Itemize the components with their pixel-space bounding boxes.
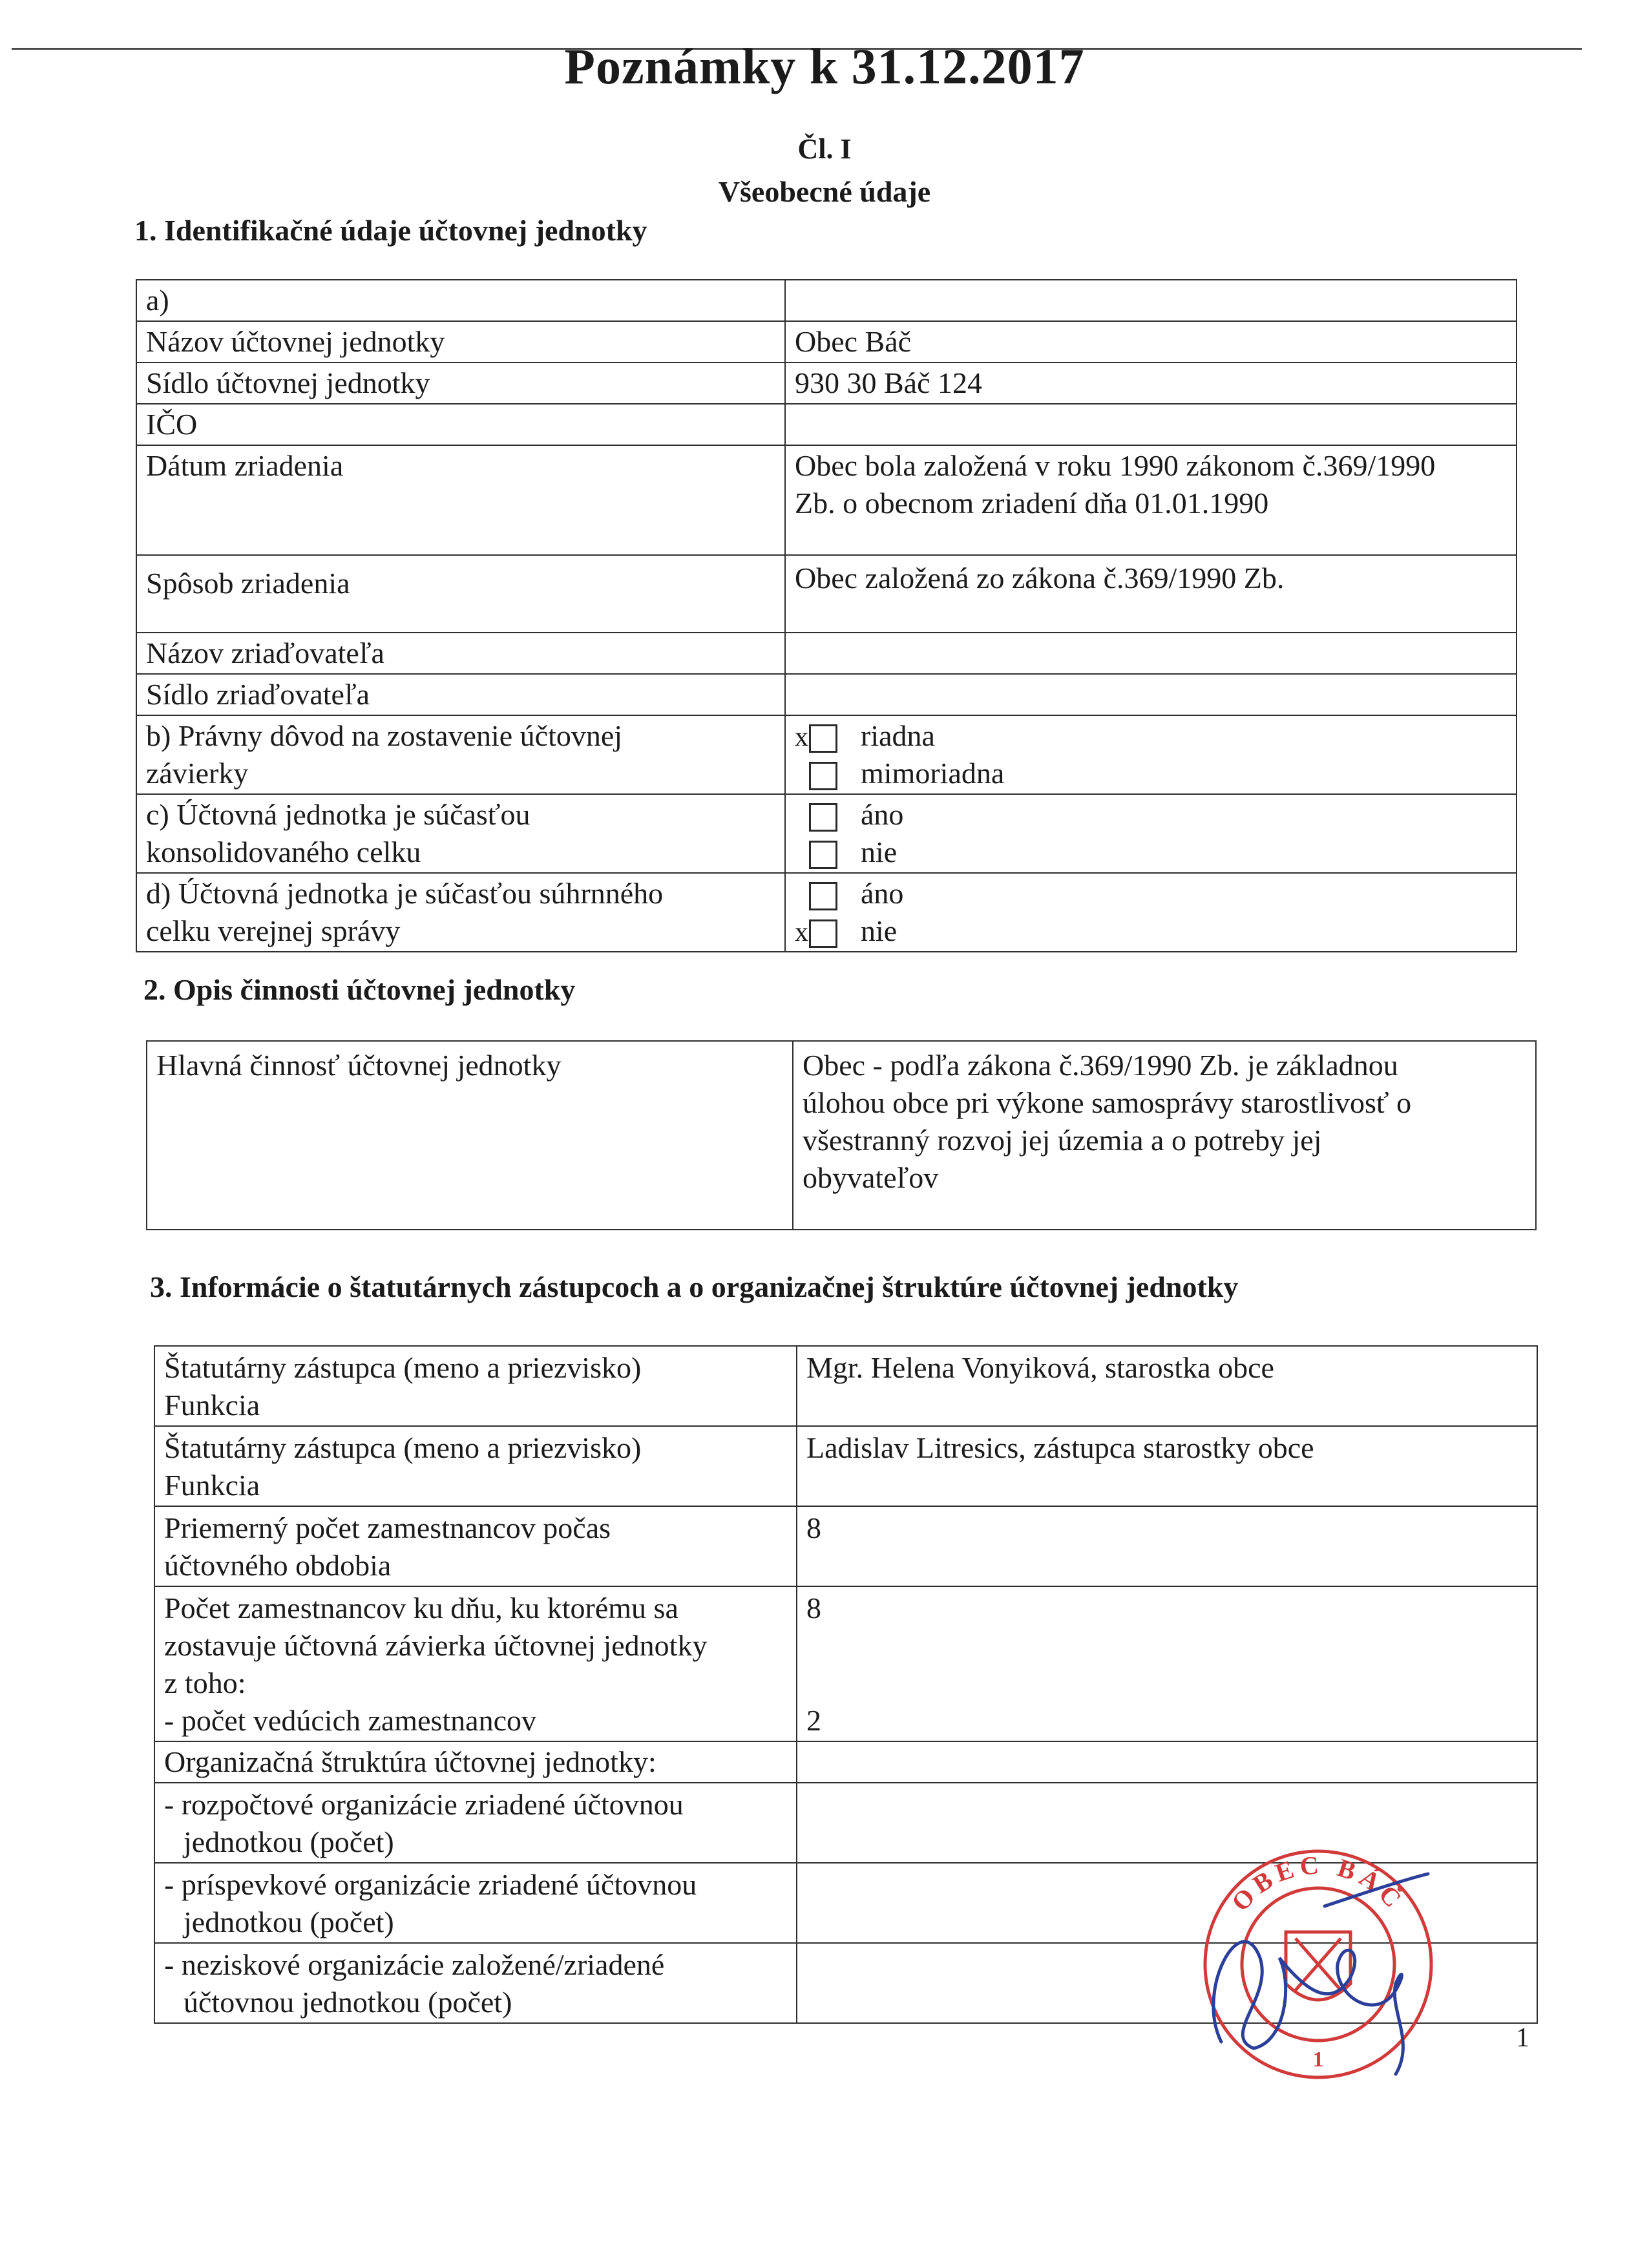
sposob-value: Obec založená zo zákona č.369/1990 Zb.: [785, 555, 1517, 633]
d-label-line2: celku verejnej správy: [146, 914, 401, 947]
stat1-label-line1: Štatutárny zástupca (meno a priezvisko): [164, 1351, 642, 1384]
d-opt2-checkbox[interactable]: [809, 919, 837, 948]
stat2-label-line1: Štatutárny zástupca (meno a priezvisko): [164, 1431, 642, 1464]
c-opt2-checkbox[interactable]: [809, 841, 837, 869]
b-opt1-label: riadna: [861, 719, 935, 752]
nezisk-label-line2: účtovnou jednotkou (počet): [184, 1986, 512, 2019]
ico-value: [785, 404, 1517, 445]
prisp-label-line2: jednotkou (počet): [184, 1906, 394, 1938]
stat2-value: Ladislav Litresics, zástupca starostky obce: [797, 1426, 1537, 1506]
c-opt1-checkbox[interactable]: [809, 803, 837, 832]
stat2-label: [154, 1426, 797, 1506]
nezisk-label: [154, 1943, 797, 2023]
row-a-label: a): [136, 280, 785, 321]
b-opt2-label: mimoriadna: [861, 757, 1005, 790]
stat1-label-line2: Funkcia: [164, 1389, 260, 1422]
b-label-line2: závierky: [146, 757, 249, 790]
d-opt1-label: áno: [861, 877, 904, 910]
d-opt2-check-mark: x: [795, 918, 808, 947]
priem-label: [154, 1506, 797, 1586]
zriadovatel-sidlo-value: [785, 674, 1517, 715]
d-label-line1: d) Účtovná jednotka je súčasťou súhrnného: [146, 877, 664, 910]
activity-table: [146, 1040, 1537, 1230]
nazov-label: Názov účtovnej jednotky: [136, 321, 785, 362]
rozp-label: [154, 1783, 797, 1863]
stamp-text: OBEC BÁČ: [1225, 1850, 1411, 1917]
c-options: [785, 794, 1517, 873]
priem-label-line1: Priemerný počet zamestnancov počas: [164, 1511, 611, 1544]
b-opt2-checkbox[interactable]: [809, 762, 837, 790]
pocet-label: [154, 1586, 797, 1741]
page-title: Poznámky k 31.12.2017: [564, 38, 1085, 94]
zriadovatel-sidlo-label: Sídlo zriaďovateľa: [136, 674, 785, 715]
stat1-label: [154, 1346, 797, 1426]
org-value: [797, 1741, 1537, 1783]
prisp-label: [154, 1863, 797, 1943]
b-label-line1: b) Právny dôvod na zostavenie účtovnej: [146, 719, 623, 752]
priem-label-line2: účtovného obdobia: [164, 1549, 392, 1582]
stat2-label-line2: Funkcia: [164, 1469, 260, 1502]
b-opt1-checkbox[interactable]: [809, 724, 837, 753]
c-label: [136, 794, 785, 873]
activity-value: [793, 1041, 1536, 1230]
activity-value-line2: úlohou obce pri výkone samosprávy starostlivosť o: [803, 1086, 1412, 1119]
c-opt1-label: áno: [861, 798, 904, 831]
ico-label: IČO: [136, 404, 785, 445]
rozp-label-line2: jednotkou (počet): [184, 1825, 394, 1858]
section1-heading: 1. Identifikačné údaje účtovnej jednotky: [134, 214, 647, 247]
prisp-label-line1: - príspevkové organizácie zriadené účtovnou: [164, 1868, 697, 1901]
b-options: [785, 715, 1517, 794]
article-number: Čl. I: [797, 133, 852, 165]
sidlo-value: 930 30 Báč 124: [785, 362, 1517, 404]
c-opt2-label: nie: [861, 835, 898, 868]
datum-value: [785, 445, 1517, 555]
c-label-line2: konsolidovaného celku: [146, 835, 421, 868]
section2-heading: 2. Opis činnosti účtovnej jednotky: [143, 973, 576, 1006]
b-label: [136, 715, 785, 794]
c-label-line1: c) Účtovná jednotka je súčasťou: [146, 798, 530, 831]
pocet-value-cell: [797, 1586, 1537, 1741]
datum-value-line2: Zb. o obecnom zriadení dňa 01.01.1990: [795, 487, 1269, 520]
pocet-value: 8: [806, 1591, 821, 1624]
rozp-label-line1: - rozpočtové organizácie zriadené účtovnou: [164, 1788, 684, 1821]
priem-value: 8: [797, 1506, 1537, 1586]
identification-table: [136, 279, 1517, 952]
pocet-label-line3: z toho:: [164, 1666, 246, 1699]
d-opt1-checkbox[interactable]: [809, 882, 837, 910]
pocet-label-line2: zostavuje účtovná závierka účtovnej jednotky: [164, 1629, 708, 1662]
section3-heading: 3. Informácie o štatutárnych zástupcoch a o organizačnej štruktúre účtovnej jednotky: [150, 1270, 1239, 1303]
activity-label: Hlavná činnosť účtovnej jednotky: [147, 1041, 793, 1230]
pocet-label-line1: Počet zamestnancov ku dňu, ku ktorému sa: [164, 1591, 678, 1624]
activity-value-line4: obyvateľov: [803, 1161, 939, 1194]
sidlo-label: Sídlo účtovnej jednotky: [136, 362, 785, 404]
activity-value-line1: Obec - podľa zákona č.369/1990 Zb. je základnou: [803, 1049, 1398, 1082]
article-heading: Všeobecné údaje: [718, 175, 931, 208]
b-opt1-check-mark: x: [795, 722, 808, 752]
datum-value-line1: Obec bola založená v roku 1990 zákonom č.369/1990: [795, 449, 1436, 482]
activity-value-line3: všestranný rozvoj jej územia a o potreby jej: [803, 1124, 1322, 1157]
stamp-number: 1: [1312, 2048, 1324, 2072]
row-a-value: [785, 280, 1517, 321]
official-stamp: [1182, 1829, 1454, 2100]
d-opt2-label: nie: [861, 914, 898, 947]
zriadovatel-nazov-label: Názov zriaďovateľa: [136, 633, 785, 674]
d-label: [136, 873, 785, 952]
nazov-value: Obec Báč: [785, 321, 1517, 362]
veduci-value: 2: [806, 1704, 821, 1737]
pocet-label-line4: - počet vedúcich zamestnancov: [164, 1704, 537, 1737]
sposob-label: Spôsob zriadenia: [136, 555, 785, 633]
nezisk-label-line1: - neziskové organizácie založené/zriadené: [164, 1948, 665, 1981]
stat1-value: Mgr. Helena Vonyiková, starostka obce: [797, 1346, 1537, 1426]
zriadovatel-nazov-value: [785, 633, 1517, 674]
datum-label: Dátum zriadenia: [136, 445, 785, 555]
d-options: [785, 873, 1517, 952]
org-label: Organizačná štruktúra účtovnej jednotky:: [154, 1741, 797, 1783]
page-number: 1: [1516, 2023, 1529, 2053]
